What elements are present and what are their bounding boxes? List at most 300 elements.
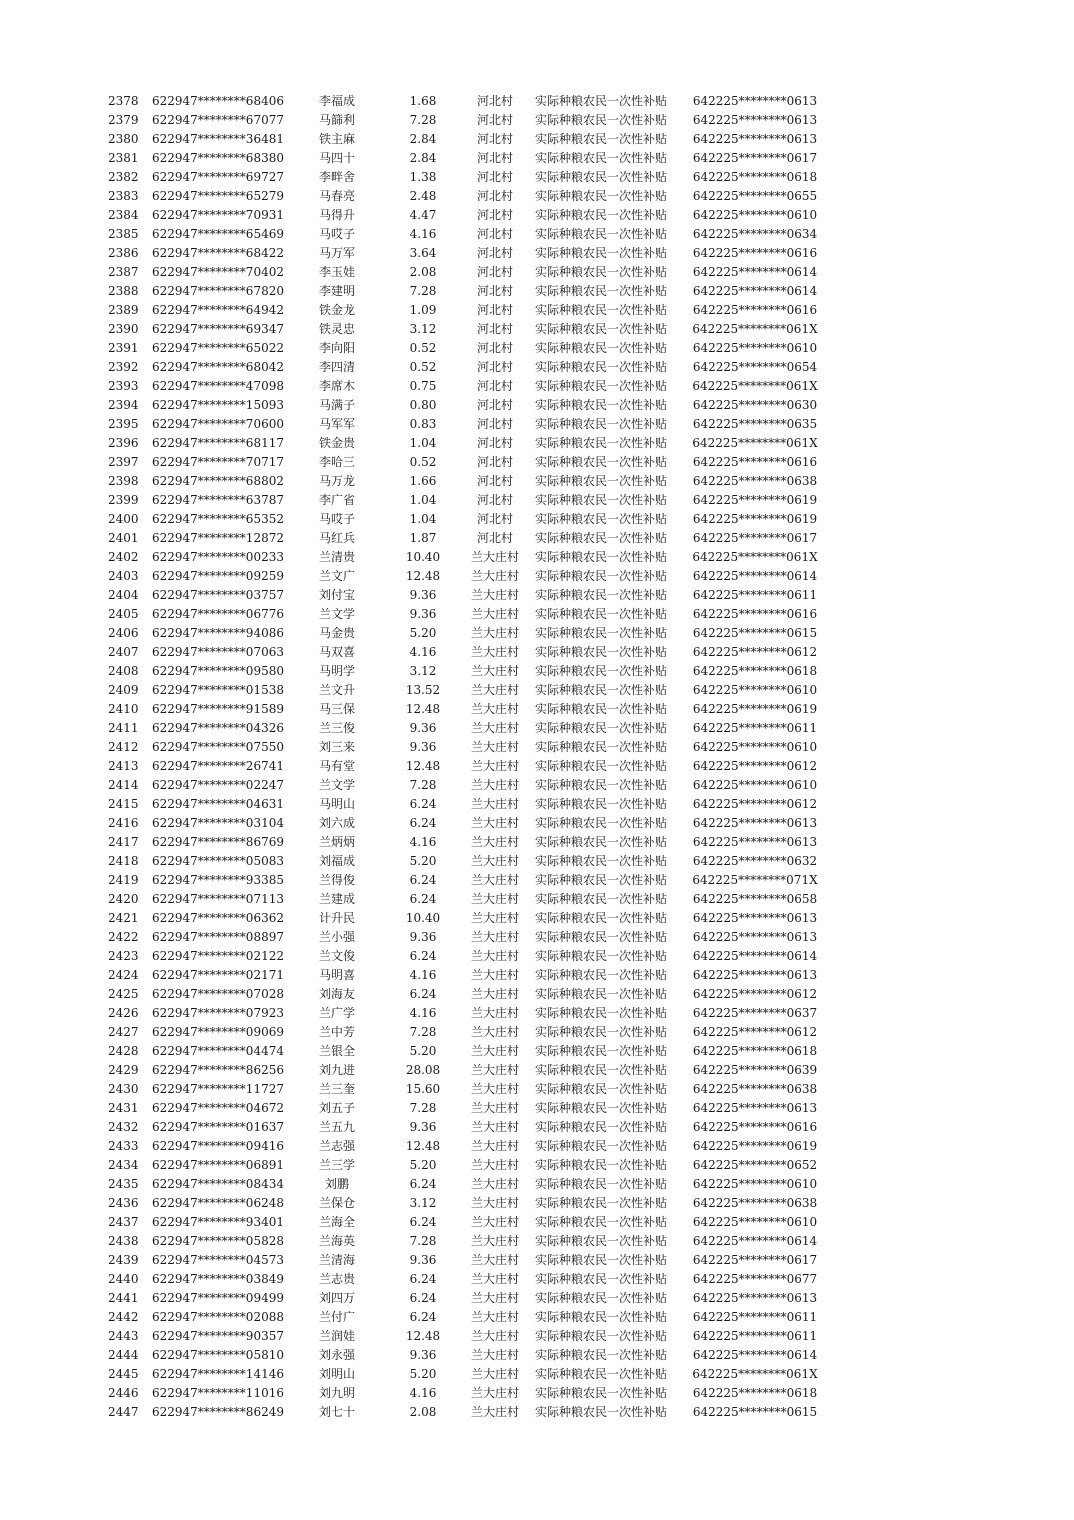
subsidy-amount: 1.66 bbox=[409, 474, 437, 488]
village-name: 兰大庄村 bbox=[470, 607, 519, 621]
village-name: 兰大庄村 bbox=[470, 1253, 519, 1267]
farmer-name: 马万龙 bbox=[318, 474, 355, 488]
farmer-name: 马万军 bbox=[318, 246, 355, 260]
farmer-name: 李广省 bbox=[318, 493, 355, 507]
bank-card-number: 622947********86249 bbox=[152, 1405, 284, 1419]
subsidy-amount: 3.12 bbox=[409, 322, 437, 336]
table-row bbox=[0, 1251, 1074, 1270]
subsidy-amount: 0.52 bbox=[409, 360, 437, 374]
farmer-name: 兰海全 bbox=[318, 1215, 355, 1229]
subsidy-amount: 0.80 bbox=[409, 398, 437, 412]
farmer-name: 兰文学 bbox=[318, 607, 355, 621]
row-number: 2428 bbox=[108, 1044, 139, 1058]
bank-card-number: 622947********08434 bbox=[152, 1177, 284, 1191]
row-number: 2387 bbox=[108, 265, 139, 279]
subsidy-type: 实际种粮农民一次性补贴 bbox=[535, 303, 668, 317]
subsidy-amount: 12.48 bbox=[405, 569, 441, 583]
bank-card-number: 622947********65279 bbox=[152, 189, 284, 203]
table-row bbox=[0, 605, 1074, 624]
farmer-name: 刘明山 bbox=[318, 1367, 355, 1381]
table-row bbox=[0, 1061, 1074, 1080]
subsidy-amount: 10.40 bbox=[405, 550, 441, 564]
farmer-name: 马明山 bbox=[318, 797, 355, 811]
village-name: 兰大庄村 bbox=[470, 1196, 519, 1210]
subsidy-amount: 5.20 bbox=[409, 1044, 437, 1058]
subsidy-type: 实际种粮农民一次性补贴 bbox=[535, 816, 668, 830]
id-card-number: 642225********0610 bbox=[692, 341, 818, 355]
row-number: 2432 bbox=[108, 1120, 139, 1134]
table-row bbox=[0, 282, 1074, 301]
id-card-number: 642225********0632 bbox=[692, 854, 818, 868]
row-number: 2401 bbox=[108, 531, 139, 545]
subsidy-type: 实际种粮农民一次性补贴 bbox=[535, 322, 668, 336]
table-row bbox=[0, 206, 1074, 225]
subsidy-type: 实际种粮农民一次性补贴 bbox=[535, 398, 668, 412]
bank-card-number: 622947********93401 bbox=[152, 1215, 284, 1229]
row-number: 2424 bbox=[108, 968, 139, 982]
table-row bbox=[0, 662, 1074, 681]
row-number: 2427 bbox=[108, 1025, 139, 1039]
farmer-name: 兰润娃 bbox=[318, 1329, 355, 1343]
row-number: 2435 bbox=[108, 1177, 139, 1191]
farmer-name: 兰炳炳 bbox=[318, 835, 355, 849]
row-number: 2415 bbox=[108, 797, 139, 811]
subsidy-amount: 7.28 bbox=[409, 778, 437, 792]
id-card-number: 642225********0612 bbox=[692, 645, 818, 659]
subsidy-type: 实际种粮农民一次性补贴 bbox=[535, 341, 668, 355]
subsidy-type: 实际种粮农民一次性补贴 bbox=[535, 1234, 668, 1248]
id-card-number: 642225********0615 bbox=[692, 1405, 818, 1419]
table-row bbox=[0, 852, 1074, 871]
subsidy-amount: 5.20 bbox=[409, 854, 437, 868]
subsidy-type: 实际种粮农民一次性补贴 bbox=[535, 664, 668, 678]
village-name: 兰大庄村 bbox=[470, 968, 519, 982]
id-card-number: 642225********071X bbox=[692, 873, 818, 887]
farmer-name: 兰五九 bbox=[318, 1120, 355, 1134]
subsidy-type: 实际种粮农民一次性补贴 bbox=[535, 227, 668, 241]
subsidy-amount: 2.08 bbox=[409, 1405, 437, 1419]
subsidy-type: 实际种粮农民一次性补贴 bbox=[535, 113, 668, 127]
bank-card-number: 622947********05083 bbox=[152, 854, 284, 868]
subsidy-amount: 28.08 bbox=[405, 1063, 441, 1077]
subsidy-type: 实际种粮农民一次性补贴 bbox=[535, 531, 668, 545]
subsidy-amount: 7.28 bbox=[409, 1101, 437, 1115]
table-row bbox=[0, 1327, 1074, 1346]
village-name: 河北村 bbox=[476, 379, 513, 393]
id-card-number: 642225********0614 bbox=[692, 1348, 818, 1362]
bank-card-number: 622947********09499 bbox=[152, 1291, 284, 1305]
subsidy-type: 实际种粮农民一次性补贴 bbox=[535, 265, 668, 279]
farmer-name: 马春亮 bbox=[318, 189, 355, 203]
row-number: 2410 bbox=[108, 702, 139, 716]
table-row bbox=[0, 643, 1074, 662]
subsidy-amount: 7.28 bbox=[409, 1025, 437, 1039]
bank-card-number: 622947********04474 bbox=[152, 1044, 284, 1058]
id-card-number: 642225********0612 bbox=[692, 797, 818, 811]
subsidy-type: 实际种粮农民一次性补贴 bbox=[535, 588, 668, 602]
village-name: 兰大庄村 bbox=[470, 664, 519, 678]
table-row bbox=[0, 548, 1074, 567]
bank-card-number: 622947********69727 bbox=[152, 170, 284, 184]
farmer-name: 刘鹏 bbox=[324, 1177, 349, 1191]
subsidy-type: 实际种粮农民一次性补贴 bbox=[535, 1044, 668, 1058]
subsidy-amount: 10.40 bbox=[405, 911, 441, 925]
bank-card-number: 622947********07113 bbox=[152, 892, 284, 906]
id-card-number: 642225********0614 bbox=[692, 1234, 818, 1248]
village-name: 河北村 bbox=[476, 246, 513, 260]
id-card-number: 642225********0615 bbox=[692, 626, 818, 640]
farmer-name: 铁灵忠 bbox=[318, 322, 355, 336]
subsidy-type: 实际种粮农民一次性补贴 bbox=[535, 607, 668, 621]
subsidy-amount: 6.24 bbox=[409, 1291, 437, 1305]
row-number: 2430 bbox=[108, 1082, 139, 1096]
bank-card-number: 622947********47098 bbox=[152, 379, 284, 393]
id-card-number: 642225********0610 bbox=[692, 1215, 818, 1229]
id-card-number: 642225********0610 bbox=[692, 1177, 818, 1191]
subsidy-amount: 12.48 bbox=[405, 759, 441, 773]
table-row bbox=[0, 491, 1074, 510]
subsidy-amount: 6.24 bbox=[409, 949, 437, 963]
village-name: 兰大庄村 bbox=[470, 1082, 519, 1096]
farmer-name: 刘三来 bbox=[318, 740, 355, 754]
bank-card-number: 622947********05828 bbox=[152, 1234, 284, 1248]
row-number: 2422 bbox=[108, 930, 139, 944]
village-name: 兰大庄村 bbox=[470, 949, 519, 963]
farmer-name: 兰中芳 bbox=[318, 1025, 355, 1039]
village-name: 兰大庄村 bbox=[470, 1101, 519, 1115]
bank-card-number: 622947********09069 bbox=[152, 1025, 284, 1039]
subsidy-amount: 6.24 bbox=[409, 1310, 437, 1324]
id-card-number: 642225********0614 bbox=[692, 284, 818, 298]
bank-card-number: 622947********11016 bbox=[152, 1386, 284, 1400]
subsidy-amount: 9.36 bbox=[409, 1348, 437, 1362]
subsidy-amount: 2.48 bbox=[409, 189, 437, 203]
row-number: 2403 bbox=[108, 569, 139, 583]
subsidy-type: 实际种粮农民一次性补贴 bbox=[535, 208, 668, 222]
table-row bbox=[0, 1156, 1074, 1175]
row-number: 2421 bbox=[108, 911, 139, 925]
table-row bbox=[0, 529, 1074, 548]
row-number: 2420 bbox=[108, 892, 139, 906]
row-number: 2402 bbox=[108, 550, 139, 564]
farmer-name: 刘四万 bbox=[318, 1291, 355, 1305]
bank-card-number: 622947********06248 bbox=[152, 1196, 284, 1210]
subsidy-amount: 5.20 bbox=[409, 1367, 437, 1381]
subsidy-amount: 1.04 bbox=[409, 493, 437, 507]
bank-card-number: 622947********70402 bbox=[152, 265, 284, 279]
farmer-name: 兰小强 bbox=[318, 930, 355, 944]
subsidy-type: 实际种粮农民一次性补贴 bbox=[535, 1063, 668, 1077]
village-name: 河北村 bbox=[476, 455, 513, 469]
village-name: 河北村 bbox=[476, 474, 513, 488]
id-card-number: 642225********0652 bbox=[692, 1158, 818, 1172]
farmer-name: 刘付宝 bbox=[318, 588, 355, 602]
subsidy-amount: 6.24 bbox=[409, 1272, 437, 1286]
subsidy-type: 实际种粮农民一次性补贴 bbox=[535, 569, 668, 583]
subsidy-amount: 6.24 bbox=[409, 892, 437, 906]
village-name: 兰大庄村 bbox=[470, 1291, 519, 1305]
farmer-name: 兰清贵 bbox=[318, 550, 355, 564]
subsidy-type: 实际种粮农民一次性补贴 bbox=[535, 189, 668, 203]
table-row bbox=[0, 624, 1074, 643]
row-number: 2439 bbox=[108, 1253, 139, 1267]
farmer-name: 兰志贵 bbox=[318, 1272, 355, 1286]
id-card-number: 642225********0612 bbox=[692, 1025, 818, 1039]
table-row bbox=[0, 719, 1074, 738]
village-name: 兰大庄村 bbox=[470, 1386, 519, 1400]
id-card-number: 642225********0610 bbox=[692, 683, 818, 697]
id-card-number: 642225********0611 bbox=[692, 588, 818, 602]
village-name: 兰大庄村 bbox=[470, 1405, 519, 1419]
farmer-name: 刘七十 bbox=[318, 1405, 355, 1419]
subsidy-type: 实际种粮农民一次性补贴 bbox=[535, 1025, 668, 1039]
table-row bbox=[0, 681, 1074, 700]
village-name: 河北村 bbox=[476, 94, 513, 108]
subsidy-type: 实际种粮农民一次性补贴 bbox=[535, 626, 668, 640]
village-name: 河北村 bbox=[476, 360, 513, 374]
farmer-name: 李福成 bbox=[318, 94, 355, 108]
row-number: 2383 bbox=[108, 189, 139, 203]
subsidy-amount: 7.28 bbox=[409, 113, 437, 127]
row-number: 2416 bbox=[108, 816, 139, 830]
subsidy-type: 实际种粮农民一次性补贴 bbox=[535, 1272, 668, 1286]
row-number: 2399 bbox=[108, 493, 139, 507]
id-card-number: 642225********0618 bbox=[692, 1386, 818, 1400]
subsidy-amount: 5.20 bbox=[409, 626, 437, 640]
farmer-name: 兰得俊 bbox=[318, 873, 355, 887]
subsidy-amount: 1.38 bbox=[409, 170, 437, 184]
row-number: 2437 bbox=[108, 1215, 139, 1229]
farmer-name: 刘海友 bbox=[318, 987, 355, 1001]
village-name: 河北村 bbox=[476, 417, 513, 431]
subsidy-type: 实际种粮农民一次性补贴 bbox=[535, 284, 668, 298]
farmer-name: 马红兵 bbox=[318, 531, 355, 545]
subsidy-type: 实际种粮农民一次性补贴 bbox=[535, 1329, 668, 1343]
village-name: 兰大庄村 bbox=[470, 911, 519, 925]
id-card-number: 642225********061X bbox=[692, 322, 818, 336]
farmer-name: 兰三学 bbox=[318, 1158, 355, 1172]
table-row bbox=[0, 1042, 1074, 1061]
row-number: 2405 bbox=[108, 607, 139, 621]
subsidy-amount: 6.24 bbox=[409, 873, 437, 887]
table-row bbox=[0, 890, 1074, 909]
subsidy-amount: 3.64 bbox=[409, 246, 437, 260]
id-card-number: 642225********0613 bbox=[692, 94, 818, 108]
farmer-name: 刘五子 bbox=[318, 1101, 355, 1115]
table-row bbox=[0, 301, 1074, 320]
subsidy-type: 实际种粮农民一次性补贴 bbox=[535, 417, 668, 431]
row-number: 2441 bbox=[108, 1291, 139, 1305]
id-card-number: 642225********0634 bbox=[692, 227, 818, 241]
village-name: 兰大庄村 bbox=[470, 1063, 519, 1077]
bank-card-number: 622947********67077 bbox=[152, 113, 284, 127]
row-number: 2433 bbox=[108, 1139, 139, 1153]
village-name: 兰大庄村 bbox=[470, 1310, 519, 1324]
farmer-name: 兰志强 bbox=[318, 1139, 355, 1153]
bank-card-number: 622947********70717 bbox=[152, 455, 284, 469]
id-card-number: 642225********0612 bbox=[692, 987, 818, 1001]
id-card-number: 642225********0638 bbox=[692, 474, 818, 488]
table-row bbox=[0, 1004, 1074, 1023]
village-name: 河北村 bbox=[476, 398, 513, 412]
farmer-name: 铁主麻 bbox=[318, 132, 355, 146]
subsidy-type: 实际种粮农民一次性补贴 bbox=[535, 379, 668, 393]
id-card-number: 642225********0616 bbox=[692, 303, 818, 317]
village-name: 河北村 bbox=[476, 113, 513, 127]
village-name: 兰大庄村 bbox=[470, 1272, 519, 1286]
subsidy-type: 实际种粮农民一次性补贴 bbox=[535, 797, 668, 811]
subsidy-type: 实际种粮农民一次性补贴 bbox=[535, 1215, 668, 1229]
farmer-name: 兰海英 bbox=[318, 1234, 355, 1248]
table-row bbox=[0, 1232, 1074, 1251]
farmer-name: 马明喜 bbox=[318, 968, 355, 982]
farmer-name: 马得升 bbox=[318, 208, 355, 222]
subsidy-amount: 9.36 bbox=[409, 588, 437, 602]
farmer-name: 马双喜 bbox=[318, 645, 355, 659]
village-name: 兰大庄村 bbox=[470, 1006, 519, 1020]
row-number: 2414 bbox=[108, 778, 139, 792]
subsidy-type: 实际种粮农民一次性补贴 bbox=[535, 987, 668, 1001]
row-number: 2392 bbox=[108, 360, 139, 374]
village-name: 河北村 bbox=[476, 436, 513, 450]
table-row bbox=[0, 168, 1074, 187]
row-number: 2404 bbox=[108, 588, 139, 602]
farmer-name: 马哎子 bbox=[318, 512, 355, 526]
bank-card-number: 622947********68117 bbox=[152, 436, 284, 450]
table-row bbox=[0, 871, 1074, 890]
village-name: 河北村 bbox=[476, 322, 513, 336]
farmer-name: 马三保 bbox=[318, 702, 355, 716]
bank-card-number: 622947********68802 bbox=[152, 474, 284, 488]
subsidy-amount: 9.36 bbox=[409, 1253, 437, 1267]
table-row bbox=[0, 776, 1074, 795]
table-row bbox=[0, 339, 1074, 358]
village-name: 河北村 bbox=[476, 208, 513, 222]
row-number: 2443 bbox=[108, 1329, 139, 1343]
subsidy-type: 实际种粮农民一次性补贴 bbox=[535, 493, 668, 507]
subsidy-type: 实际种粮农民一次性补贴 bbox=[535, 835, 668, 849]
subsidy-type: 实际种粮农民一次性补贴 bbox=[535, 1158, 668, 1172]
id-card-number: 642225********0616 bbox=[692, 607, 818, 621]
bank-card-number: 622947********02088 bbox=[152, 1310, 284, 1324]
table-row bbox=[0, 985, 1074, 1004]
id-card-number: 642225********0630 bbox=[692, 398, 818, 412]
farmer-name: 刘永强 bbox=[318, 1348, 355, 1362]
village-name: 兰大庄村 bbox=[470, 873, 519, 887]
id-card-number: 642225********0610 bbox=[692, 778, 818, 792]
bank-card-number: 622947********12872 bbox=[152, 531, 284, 545]
subsidy-amount: 0.52 bbox=[409, 341, 437, 355]
row-number: 2444 bbox=[108, 1348, 139, 1362]
bank-card-number: 622947********65469 bbox=[152, 227, 284, 241]
subsidy-type: 实际种粮农民一次性补贴 bbox=[535, 1348, 668, 1362]
bank-card-number: 622947********06891 bbox=[152, 1158, 284, 1172]
village-name: 兰大庄村 bbox=[470, 569, 519, 583]
subsidy-type: 实际种粮农民一次性补贴 bbox=[535, 550, 668, 564]
subsidy-type: 实际种粮农民一次性补贴 bbox=[535, 911, 668, 925]
row-number: 2434 bbox=[108, 1158, 139, 1172]
village-name: 兰大庄村 bbox=[470, 1025, 519, 1039]
subsidy-type: 实际种粮农民一次性补贴 bbox=[535, 455, 668, 469]
table-row bbox=[0, 358, 1074, 377]
farmer-name: 马满子 bbox=[318, 398, 355, 412]
table-row bbox=[0, 225, 1074, 244]
subsidy-amount: 13.52 bbox=[405, 683, 441, 697]
subsidy-type: 实际种粮农民一次性补贴 bbox=[535, 246, 668, 260]
table-row bbox=[0, 1175, 1074, 1194]
subsidy-type: 实际种粮农民一次性补贴 bbox=[535, 1386, 668, 1400]
id-card-number: 642225********0617 bbox=[692, 151, 818, 165]
table-row bbox=[0, 130, 1074, 149]
subsidy-amount: 6.24 bbox=[409, 1177, 437, 1191]
bank-card-number: 622947********02171 bbox=[152, 968, 284, 982]
subsidy-amount: 4.47 bbox=[409, 208, 437, 222]
table-row bbox=[0, 377, 1074, 396]
bank-card-number: 622947********09416 bbox=[152, 1139, 284, 1153]
village-name: 兰大庄村 bbox=[470, 930, 519, 944]
bank-card-number: 622947********04573 bbox=[152, 1253, 284, 1267]
subsidy-table bbox=[0, 92, 1074, 1422]
farmer-name: 马四十 bbox=[318, 151, 355, 165]
subsidy-type: 实际种粮农民一次性补贴 bbox=[535, 1196, 668, 1210]
bank-card-number: 622947********63787 bbox=[152, 493, 284, 507]
table-row bbox=[0, 1118, 1074, 1137]
village-name: 兰大庄村 bbox=[470, 683, 519, 697]
subsidy-type: 实际种粮农民一次性补贴 bbox=[535, 702, 668, 716]
row-number: 2436 bbox=[108, 1196, 139, 1210]
id-card-number: 642225********0613 bbox=[692, 132, 818, 146]
table-row bbox=[0, 1099, 1074, 1118]
bank-card-number: 622947********01538 bbox=[152, 683, 284, 697]
subsidy-type: 实际种粮农民一次性补贴 bbox=[535, 474, 668, 488]
row-number: 2411 bbox=[108, 721, 139, 735]
bank-card-number: 622947********06362 bbox=[152, 911, 284, 925]
subsidy-amount: 9.36 bbox=[409, 930, 437, 944]
village-name: 兰大庄村 bbox=[470, 987, 519, 1001]
village-name: 兰大庄村 bbox=[470, 797, 519, 811]
village-name: 兰大庄村 bbox=[470, 588, 519, 602]
row-number: 2438 bbox=[108, 1234, 139, 1248]
subsidy-amount: 7.28 bbox=[409, 284, 437, 298]
bank-card-number: 622947********07063 bbox=[152, 645, 284, 659]
id-card-number: 642225********0654 bbox=[692, 360, 818, 374]
bank-card-number: 622947********07028 bbox=[152, 987, 284, 1001]
table-row bbox=[0, 947, 1074, 966]
village-name: 兰大庄村 bbox=[470, 626, 519, 640]
village-name: 兰大庄村 bbox=[470, 1215, 519, 1229]
row-number: 2418 bbox=[108, 854, 139, 868]
farmer-name: 铁金龙 bbox=[318, 303, 355, 317]
village-name: 兰大庄村 bbox=[470, 1158, 519, 1172]
subsidy-amount: 1.09 bbox=[409, 303, 437, 317]
subsidy-amount: 0.83 bbox=[409, 417, 437, 431]
row-number: 2400 bbox=[108, 512, 139, 526]
id-card-number: 642225********0610 bbox=[692, 208, 818, 222]
subsidy-amount: 3.12 bbox=[409, 664, 437, 678]
subsidy-type: 实际种粮农民一次性补贴 bbox=[535, 1006, 668, 1020]
village-name: 兰大庄村 bbox=[470, 645, 519, 659]
id-card-number: 642225********061X bbox=[692, 1367, 818, 1381]
subsidy-type: 实际种粮农民一次性补贴 bbox=[535, 873, 668, 887]
subsidy-amount: 2.08 bbox=[409, 265, 437, 279]
row-number: 2412 bbox=[108, 740, 139, 754]
bank-card-number: 622947********03104 bbox=[152, 816, 284, 830]
id-card-number: 642225********0618 bbox=[692, 170, 818, 184]
bank-card-number: 622947********90357 bbox=[152, 1329, 284, 1343]
id-card-number: 642225********0616 bbox=[692, 246, 818, 260]
id-card-number: 642225********0613 bbox=[692, 930, 818, 944]
village-name: 兰大庄村 bbox=[470, 835, 519, 849]
